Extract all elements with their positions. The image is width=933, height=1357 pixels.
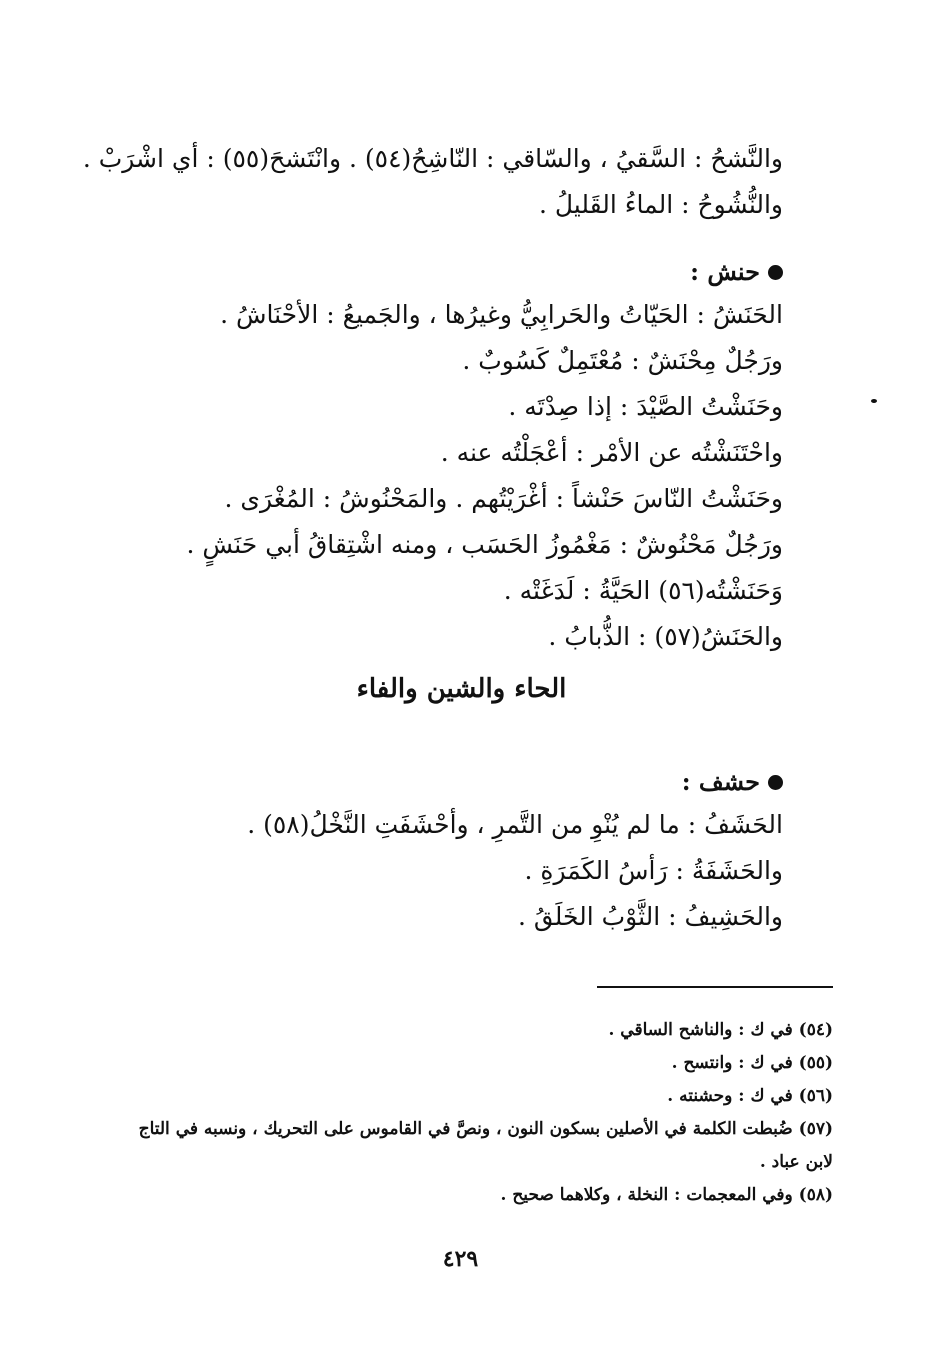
footnote: (٥٨) وفي المعجمات : النخلة ، وكلاهما صحيح . [500, 1185, 833, 1205]
entry-heading [247, 762, 783, 802]
text-line: الحَنَشُ : الحَيّاتُ والحَرابِيُّ وغيرُها ، والجَميعُ : الأحْنَاشُ . [220, 300, 783, 329]
entry-heading [186, 252, 783, 292]
footnote-divider [597, 986, 833, 988]
page-number: ٤٢٩ [442, 1246, 479, 1272]
text-line: ورَجُلٌ مِحْنَشٌ : مُعْتَمِلٌ كَسُوبٌ . [462, 346, 783, 375]
text-line: واحْتَنَشْتُه عن الأمْر : أعْجَلْتُه عنه . [440, 438, 783, 467]
footnote: (٥٦) في ك : وحشنته . [667, 1086, 833, 1106]
entry-heading-text: حنش : [690, 257, 760, 286]
footnote: (٥٧) ضُبطت الكلمة في الأصلين بسكون النون ، ونصَّ في القاموس على التحريك ، ونسبه في التاج [138, 1119, 833, 1139]
section-title: الحاء والشين والفاء [356, 674, 567, 704]
footnotes [113, 1014, 833, 1212]
stray-ink-mark [871, 399, 877, 403]
text-line: وَحَنَشْتُه(٥٦) الحَيَّةُ : لَدَغَتْه . [503, 576, 783, 605]
text-line: والنَّشحُ : السَّقيُ ، والسّاقي : النّاشِحُ(٥٤) . وانْتَشحَ(٥٥) : أي اشْرَبْ . [82, 144, 783, 173]
text-line: والحَنَشُ(٥٧) : الذُّبابُ . [548, 622, 783, 651]
footnote: (٥٤) في ك : والناشح الساقي . [608, 1020, 833, 1040]
footnote: (٥٥) في ك : وانتسح . [671, 1053, 833, 1073]
entry-hanash [186, 252, 783, 660]
entry-heading-text: حشف : [681, 767, 760, 796]
text-line: والنُّشُوحُ : الماءُ القَليلُ . [538, 190, 783, 219]
text-line: وحَنَشْتُ النّاسَ حَنْشاً : أغْرَيْتُهم . والمَحْنُوشُ : المُغْرَى . [224, 484, 783, 513]
text-line: ورَجُلٌ مَحْنُوشٌ : مَغْمُوزُ الحَسَب ، ومنه اشْتِقاقُ أبي حَنَشٍ . [186, 530, 783, 559]
text-line: وحَنَشْتُ الصَّيْدَ : إذا صِدْتَه . [508, 392, 783, 421]
entry-hashaf [247, 762, 783, 940]
footnote-continuation: لابن عباد . [759, 1152, 833, 1172]
text-line: والحَشَفَةُ : رَأسُ الكَمَرَةِ . [524, 856, 783, 885]
bullet-icon [768, 265, 783, 280]
bullet-icon [768, 775, 783, 790]
text-line: الحَشَفُ : ما لم يُنْوِ من التَّمرِ ، وأحْشَفَتِ النَّخْلُ(٥٨) . [247, 810, 783, 839]
text-line: والحَشِيفُ : الثَّوْبُ الخَلَقُ . [517, 902, 783, 931]
top-paragraph [83, 136, 783, 228]
